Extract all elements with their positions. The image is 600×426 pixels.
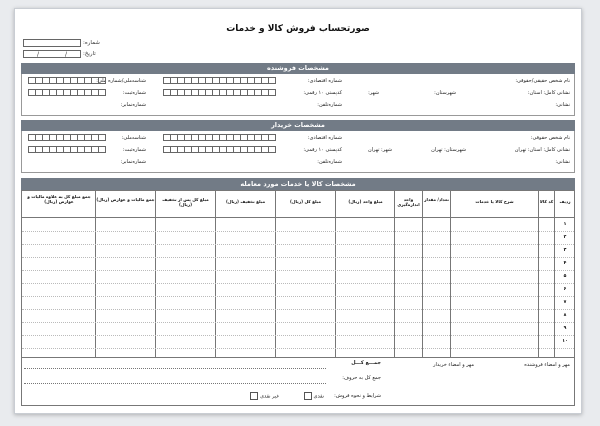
cash-label: نقدی — [313, 393, 324, 400]
items-table — [21, 190, 575, 358]
total-words-label: جمع کل به حروف: — [342, 375, 381, 381]
row-number: ۷ — [563, 300, 567, 305]
seller-national-id-label: شناسه‌ملی/شماره ملی: — [96, 78, 146, 84]
seller-county-label: شهرستان: — [434, 90, 456, 96]
row-number: ۸ — [563, 313, 567, 318]
seller-phone-label: شماره‌تلفن: — [317, 102, 342, 108]
buyer-national-id-cells[interactable] — [29, 134, 106, 141]
seller-section — [21, 74, 575, 116]
invoice-title: صورتحساب فروش کالا و خدمات — [226, 24, 370, 34]
cash-checkbox[interactable] — [304, 392, 312, 400]
row-number: ۱ — [563, 222, 567, 227]
seller-reg-label: شماره‌ثبت: — [122, 90, 146, 96]
seller-name-label: نام شخص حقیقی/حقوقی: — [515, 78, 570, 84]
invoice-date-field[interactable] — [23, 50, 81, 58]
invoice-footer — [21, 358, 575, 406]
cash-option[interactable] — [302, 392, 324, 400]
buyer-fax-label: شماره‌نمابر: — [120, 159, 146, 165]
seller-address2-label: نشانی: — [555, 102, 570, 108]
buyer-city-label: شهر: تهران — [367, 147, 392, 153]
date-separator-1: / — [64, 51, 68, 58]
invoice-date-row — [23, 50, 96, 58]
buyer-signature-label: مهر و امضاء خریدار — [433, 362, 474, 368]
buyer-phone-label: شماره‌تلفن: — [317, 159, 342, 165]
col-header-discount: مبلغ تخفیف (ریال) — [225, 199, 266, 204]
col-header-code: کد کالا — [539, 199, 554, 204]
buyer-reg-label: شماره‌ثبت: — [122, 147, 146, 153]
seller-signature-label: مهر و امضاء فروشنده — [524, 362, 570, 368]
noncash-option[interactable] — [248, 392, 279, 400]
buyer-name-label: نام شخص حقوقی: — [530, 135, 570, 141]
buyer-section — [21, 131, 575, 173]
noncash-checkbox[interactable] — [250, 392, 258, 400]
seller-city-label: شهر: — [368, 90, 379, 96]
buyer-postal-cells[interactable] — [164, 146, 276, 153]
noncash-label: غیر نقدی — [260, 393, 279, 400]
seller-postal-cells[interactable] — [164, 89, 276, 96]
col-header-row: ردیف — [559, 199, 571, 204]
grand-total-label: جمـــع کـــل — [351, 360, 381, 366]
row-number: ۵ — [563, 274, 567, 279]
row-number: ۳ — [563, 248, 567, 253]
invoice-number-row — [23, 39, 100, 47]
seller-band: مشخصات فروشنده — [21, 63, 575, 74]
col-header-total: مبلغ کل (ریال) — [290, 199, 321, 204]
seller-postal-label: کدپستی ۱۰ رقمی: — [303, 90, 342, 96]
row-number: ۶ — [563, 287, 567, 292]
col-header-quantity: تعداد/ مقدار — [424, 197, 449, 202]
col-header-tax: جمع مالیات و عوارض (ریال) — [96, 197, 155, 202]
buyer-economic-label: شماره اقتصادی: — [307, 135, 342, 141]
col-header-unit-price: مبلغ واحد (ریال) — [348, 199, 383, 204]
items-band: مشخصات کالا یا خدمات مورد معامله — [21, 178, 575, 190]
invoice-number-field[interactable] — [23, 39, 81, 47]
terms-label: شرایط و نحوه فروش: — [334, 393, 381, 399]
col-header-grand-total: جمع مبلغ کل به علاوه مالیات و عوارض (ریال) — [27, 194, 91, 204]
seller-fax-label: شماره‌نمابر: — [120, 102, 146, 108]
buyer-county-label: شهرستان: تهران — [431, 147, 466, 153]
buyer-address2-label: نشانی: — [555, 159, 570, 165]
seller-economic-label: شماره اقتصادی: — [307, 78, 342, 84]
buyer-economic-cells[interactable] — [164, 134, 276, 141]
buyer-national-id-label: شناسه‌ملی: — [121, 135, 146, 141]
seller-address-label: نشانی کامل: استان: — [527, 90, 570, 96]
buyer-postal-label: کدپستی ۱۰ رقمی: — [303, 147, 342, 153]
invoice-number-label: شماره: — [83, 40, 100, 46]
col-header-after-discount: مبلغ کل پس از تخفیف (ریال) — [162, 197, 209, 207]
buyer-band: مشخصات خریدار — [21, 120, 575, 131]
col-header-description: شرح کالا یا خدمات — [475, 199, 514, 204]
col-header-unit: واحد اندازه‌گیری — [397, 197, 420, 207]
invoice-date-label: تاریخ: — [83, 51, 96, 57]
seller-national-id-cells[interactable] — [29, 77, 106, 84]
buyer-reg-cells[interactable] — [29, 146, 106, 153]
buyer-address-label: نشانی کامل: استان: تهران — [514, 147, 570, 153]
seller-economic-cells[interactable] — [164, 77, 276, 84]
seller-reg-cells[interactable] — [29, 89, 106, 96]
row-number: ۹ — [563, 326, 567, 331]
date-separator-2: / — [36, 51, 40, 58]
row-number: ۱۰ — [562, 339, 568, 344]
row-number: ۲ — [563, 235, 567, 240]
invoice-sheet — [14, 8, 582, 414]
row-number: ۴ — [563, 261, 567, 266]
